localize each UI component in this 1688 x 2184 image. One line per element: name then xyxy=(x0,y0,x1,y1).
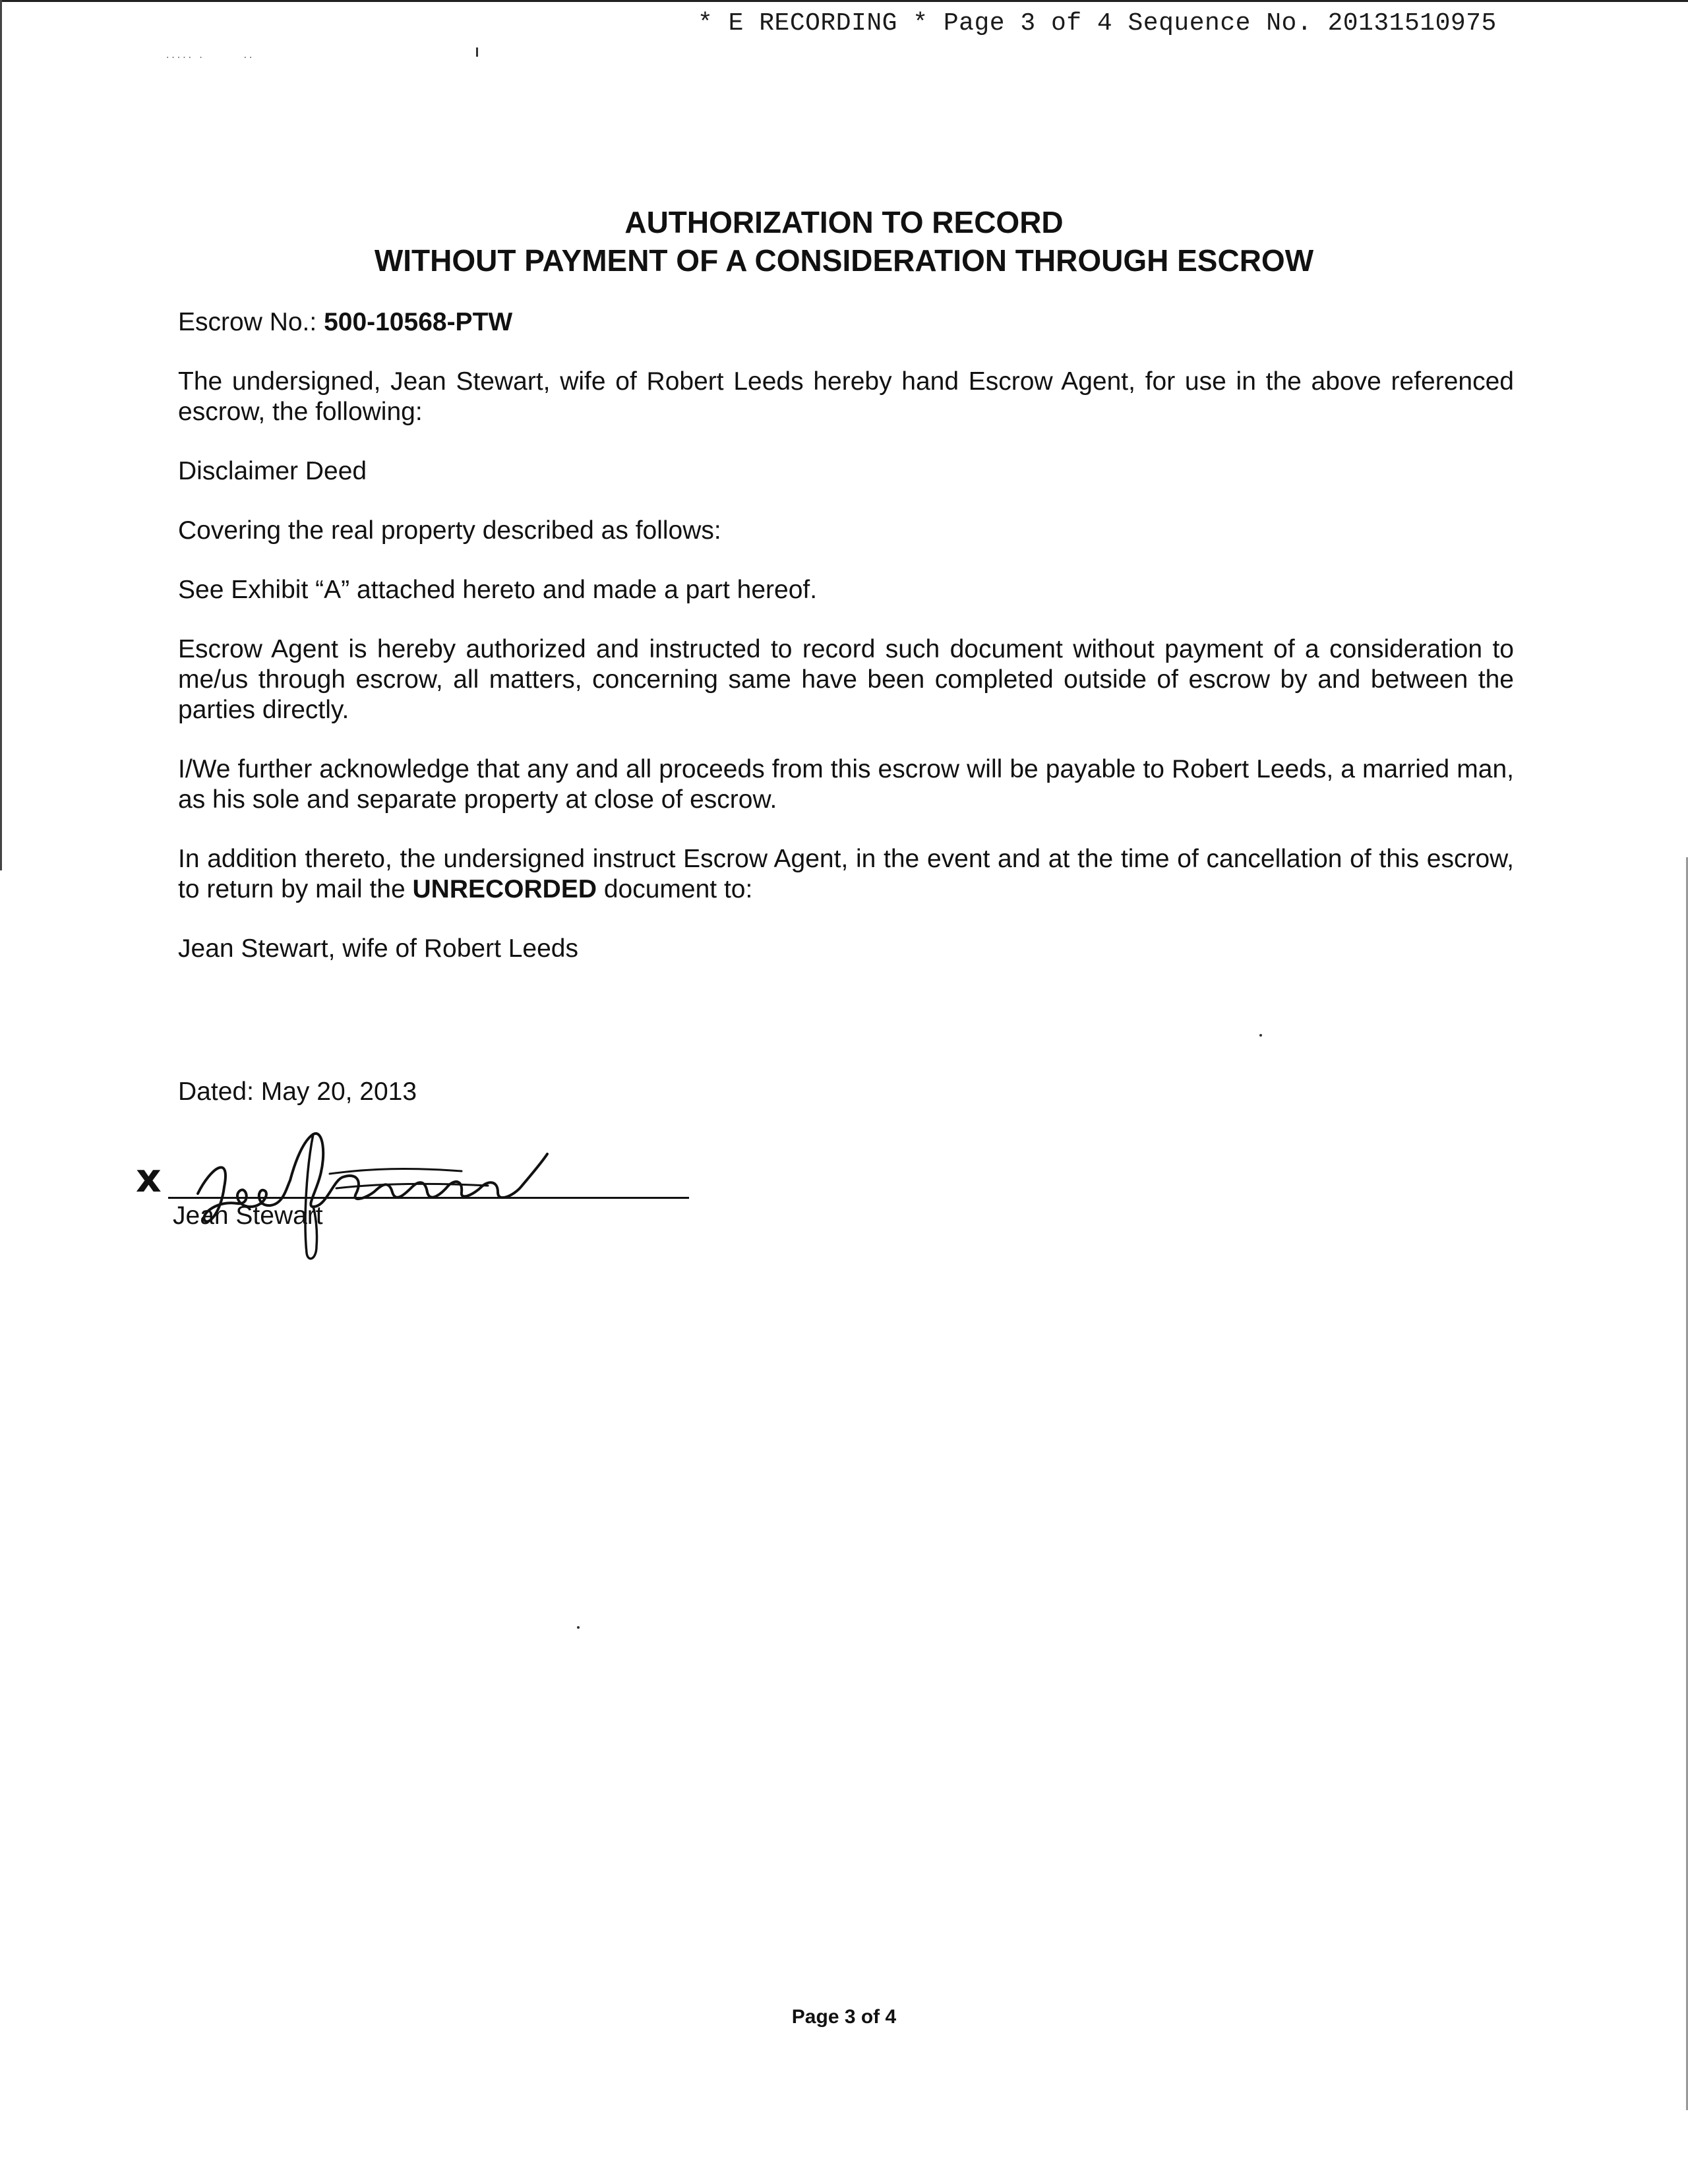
exhibit-paragraph: See Exhibit “A” attached hereto and made a part hereof. xyxy=(178,576,818,604)
cancellation-text-post: document to: xyxy=(597,875,753,903)
handwritten-signature xyxy=(171,1114,567,1266)
recording-stamp: * E RECORDING * Page 3 of 4 Sequence No. 20131510975 xyxy=(698,9,1497,38)
unrecorded-label: UNRECORDED xyxy=(412,875,597,903)
document-type: Disclaimer Deed xyxy=(178,457,367,485)
scan-mark xyxy=(476,47,478,57)
covering-paragraph: Covering the real property described as follows: xyxy=(178,516,721,545)
page-footer: Page 3 of 4 xyxy=(791,2006,897,2028)
escrow-label: Escrow No.: xyxy=(178,308,317,336)
escrow-number-line xyxy=(178,307,1514,338)
title-line-2: WITHOUT PAYMENT OF A CONSIDERATION THROUGH ESCROW xyxy=(374,243,1314,278)
cancellation-paragraph xyxy=(178,844,1514,905)
intro-paragraph: The undersigned, Jean Stewart, wife of Robert Leeds hereby hand Escrow Agent, for use in the above referenced escrow, the following: xyxy=(178,367,1514,426)
signature-line xyxy=(168,1197,689,1199)
scan-specks: ····· · ·· xyxy=(165,53,254,63)
signature-x-mark: x xyxy=(136,1155,162,1201)
escrow-number: 500-10568-PTW xyxy=(324,308,513,336)
scan-dot xyxy=(577,1626,580,1629)
document-body xyxy=(178,307,1514,993)
cancellation-text-pre: In addition thereto, the undersigned instruct Escrow Agent, in the event and at the time of cancellation of this escrow, to return by mail the xyxy=(178,845,1514,903)
document-title xyxy=(0,203,1688,280)
page-top-border xyxy=(0,0,1688,2)
dated-line: Dated: May 20, 2013 xyxy=(178,1077,417,1106)
title-line-1: AUTHORIZATION TO RECORD xyxy=(624,205,1064,239)
return-to-paragraph: Jean Stewart, wife of Robert Leeds xyxy=(178,934,578,963)
signer-printed-name: Jean Stewart xyxy=(173,1201,323,1230)
authorization-paragraph: Escrow Agent is hereby authorized and instructed to record such document without payment of a consideration to me/us through escrow, all matters, concerning same have been completed outside of escrow by and between the parties directly. xyxy=(178,635,1514,724)
scan-dot xyxy=(1259,1034,1262,1037)
page-left-border xyxy=(0,0,2,870)
acknowledge-paragraph: I/We further acknowledge that any and all proceeds from this escrow will be payable to Robert Leeds, a married man, as his sole and separate property at close of escrow. xyxy=(178,755,1514,814)
